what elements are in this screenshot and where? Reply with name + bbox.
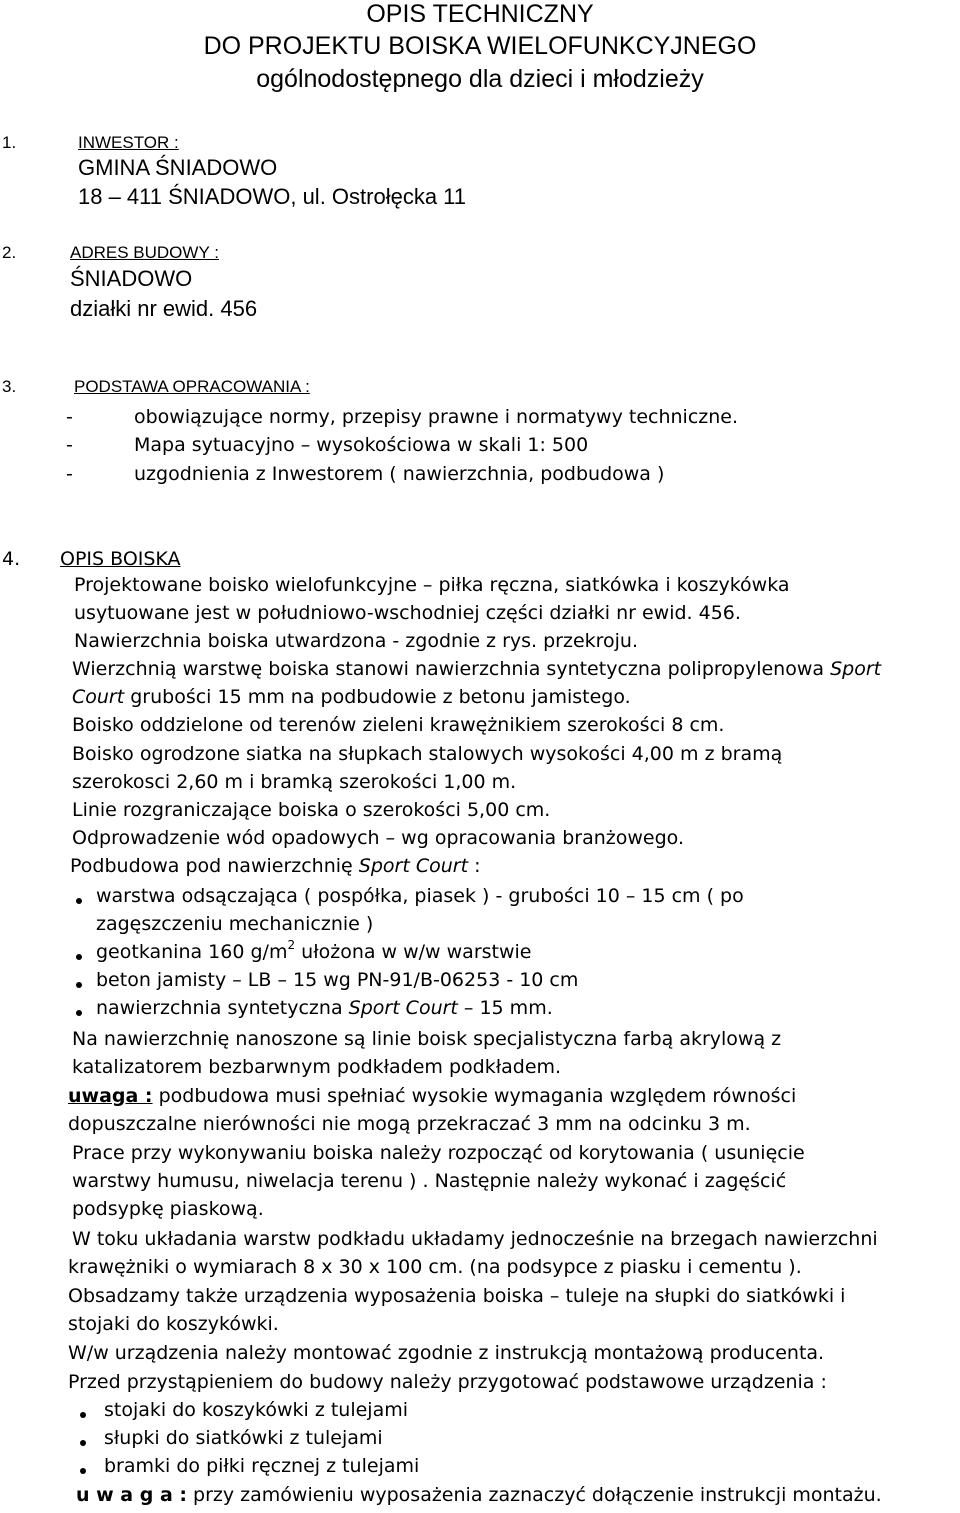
paragraph-line: Prace przy wykonywaniu boiska należy rozpocząć od korytowania ( usunięcie bbox=[72, 1142, 805, 1164]
bullet bbox=[80, 1412, 86, 1418]
paragraph-line: szerokosci 2,60 m i bramką szerokości 1,00 m. bbox=[72, 771, 517, 793]
section-1-number: 1. bbox=[2, 133, 17, 152]
product-name: Sport Court bbox=[348, 997, 458, 1019]
paragraph-line: Na nawierzchnię nanoszone są linie boisk specjalistyczna farbą akrylową z bbox=[72, 1028, 782, 1050]
text-run: Wierzchnią warstwę boiska stanowi nawierzchnia syntetyczna polipropylenowa bbox=[72, 658, 831, 680]
paragraph-line: krawężniki o wymiarach 8 x 30 x 100 cm. (na podsypce z piasku i cementu ). bbox=[68, 1256, 802, 1278]
superscript: 2 bbox=[287, 938, 296, 952]
document-subtitle: DO PROJEKTU BOISKA WIELOFUNKCYJNEGO bbox=[203, 32, 757, 60]
text-run: przy zamówieniu wyposażenia zaznaczyć dołączenie instrukcji montażu. bbox=[187, 1484, 882, 1506]
section-2-heading: ADRES BUDOWY : bbox=[70, 243, 219, 262]
investor-name: GMINA ŚNIADOWO bbox=[78, 155, 278, 180]
text-run: Podbudowa pod nawierzchnię bbox=[70, 855, 359, 877]
paragraph-line: warstwy humusu, niwelacja terenu ) . Następnie należy wykonać i zagęścić bbox=[72, 1170, 787, 1192]
paragraph-line: Przed przystąpieniem do budowy należy przygotować podstawowe urządzenia : bbox=[68, 1371, 827, 1393]
layer-item: beton jamisty – LB – 15 wg PN-91/B-06253 - 10 cm bbox=[96, 969, 579, 991]
paragraph-line: Obsadzamy także urządzenia wyposażenia boiska – tuleje na słupki do siatkówki i bbox=[68, 1285, 846, 1307]
final-note bbox=[76, 1486, 882, 1505]
bullet bbox=[80, 1440, 86, 1446]
site-location: ŚNIADOWO bbox=[70, 266, 193, 291]
section-4-number: 4. bbox=[2, 548, 21, 570]
paragraph-line: stojaki do koszykówki. bbox=[68, 1313, 279, 1335]
text-run: grubości 15 mm na podbudowie z betonu jamistego. bbox=[124, 686, 631, 708]
document-subtitle-2: ogólnodostępnego dla dzieci i młodzieży bbox=[256, 65, 704, 93]
paragraph-line: Odprowadzenie wód opadowych – wg opracowania branżowego. bbox=[72, 827, 684, 849]
product-name: Sport bbox=[830, 658, 882, 680]
paragraph-line: podsypkę piaskową. bbox=[72, 1198, 264, 1220]
section-3-heading: PODSTAWA OPRACOWANIA : bbox=[74, 377, 310, 396]
bullet bbox=[76, 954, 82, 960]
paragraph-line: Projektowane boisko wielofunkcyjne – piłka ręczna, siatkówka i koszykówka bbox=[74, 574, 790, 596]
basis-item: uzgodnienia z Inwestorem ( nawierzchnia, podbudowa ) bbox=[134, 463, 665, 485]
text-run: ułożona w w/w warstwie bbox=[295, 941, 532, 963]
product-name: Court bbox=[72, 686, 125, 708]
text-run: – 15 mm. bbox=[457, 997, 553, 1019]
layer-item bbox=[96, 938, 532, 963]
list-dash: - bbox=[66, 463, 73, 485]
paragraph-line: W/w urządzenia należy montować zgodnie z instrukcją montażową producenta. bbox=[68, 1342, 825, 1364]
list-dash: - bbox=[66, 434, 73, 456]
paragraph-line bbox=[72, 660, 881, 679]
investor-address: 18 – 411 ŚNIADOWO, ul. Ostrołęcka 11 bbox=[78, 184, 467, 209]
parcel-number: działki nr ewid. 456 bbox=[70, 296, 258, 321]
text-run: podbudowa musi spełniać wysokie wymagania względem równości bbox=[152, 1085, 797, 1107]
basis-item: Mapa sytuacyjno – wysokościowa w skali 1: 500 bbox=[134, 434, 589, 456]
paragraph-line bbox=[68, 1087, 796, 1106]
bullet bbox=[76, 982, 82, 988]
text-run: geotkanina 160 g/m bbox=[96, 941, 288, 963]
paragraph-line: Boisko ogrodzone siatka na słupkach stalowych wysokości 4,00 m z bramą bbox=[72, 743, 783, 765]
paragraph-line: Boisko oddzielone od terenów zieleni krawężnikiem szerokości 8 cm. bbox=[72, 714, 725, 736]
section-3-number: 3. bbox=[2, 377, 17, 396]
layer-item-continued: zagęszczeniu mechanicznie ) bbox=[96, 913, 374, 935]
paragraph-line: dopuszczalne nierówności nie mogą przekraczać 3 mm na odcinku 3 m. bbox=[68, 1113, 751, 1135]
bullet bbox=[80, 1468, 86, 1474]
paragraph-line: W toku układania warstw podkładu układamy jednocześnie na brzegach nawierzchni bbox=[72, 1228, 878, 1250]
layer-item bbox=[96, 999, 553, 1018]
paragraph-line bbox=[72, 688, 631, 707]
equipment-item: bramki do piłki ręcznej z tulejami bbox=[104, 1455, 420, 1477]
paragraph-line bbox=[70, 857, 480, 876]
text-run: : bbox=[468, 855, 481, 877]
list-dash: - bbox=[66, 406, 73, 428]
section-4-heading: OPIS BOISKA bbox=[60, 548, 181, 570]
paragraph-line: usytuowane jest w południowo-wschodniej części działki nr ewid. 456. bbox=[74, 602, 741, 624]
paragraph-line: katalizatorem bezbarwnym podkładem podkładem. bbox=[72, 1056, 562, 1078]
paragraph-line: Linie rozgraniczające boiska o szerokości 5,00 cm. bbox=[72, 799, 551, 821]
warning-label: u w a g a : bbox=[76, 1484, 187, 1506]
equipment-item: stojaki do koszykówki z tulejami bbox=[104, 1399, 408, 1421]
text-run: nawierzchnia syntetyczna bbox=[96, 997, 349, 1019]
warning-label: uwaga : bbox=[68, 1085, 153, 1107]
bullet bbox=[76, 898, 82, 904]
basis-item: obowiązujące normy, przepisy prawne i normatywy techniczne. bbox=[134, 406, 739, 428]
section-2-number: 2. bbox=[2, 243, 17, 262]
document-title: OPIS TECHNICZNY bbox=[366, 0, 594, 28]
layer-item: warstwa odsączająca ( pospółka, piasek ) - grubości 10 – 15 cm ( po bbox=[96, 885, 744, 907]
section-1-heading: INWESTOR : bbox=[78, 133, 179, 152]
equipment-item: słupki do siatkówki z tulejami bbox=[104, 1427, 383, 1449]
product-name: Sport Court bbox=[358, 855, 469, 877]
paragraph-line: Nawierzchnia boiska utwardzona - zgodnie z rys. przekroju. bbox=[74, 630, 639, 652]
bullet bbox=[76, 1010, 82, 1016]
